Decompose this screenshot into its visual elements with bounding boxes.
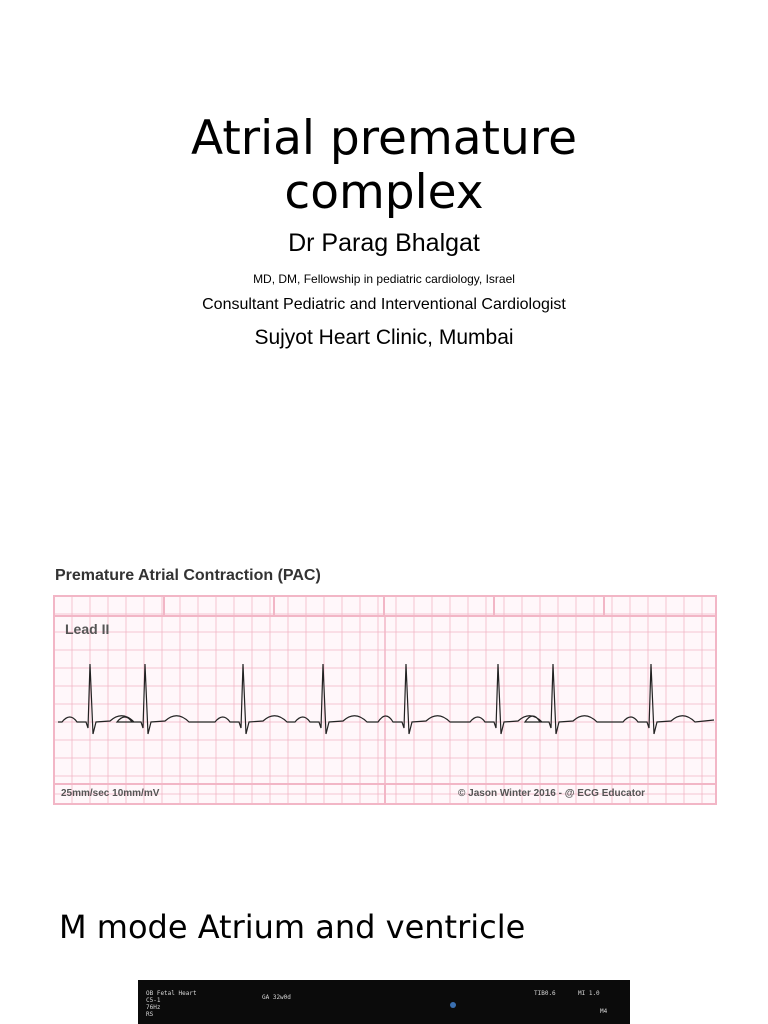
us-mi: MI 1.0 (578, 990, 600, 997)
us-info-line: C5-1 (146, 997, 161, 1004)
ecg-credit: © Jason Winter 2016 - @ ECG Educator (458, 788, 646, 799)
us-info-line: RS (146, 1011, 154, 1018)
us-marker-icon (450, 1002, 456, 1008)
us-info-line: 76Hz (146, 1004, 161, 1011)
ecg-speed-label: 25mm/sec 10mm/mV (61, 788, 160, 799)
slide-title-line2: complex (284, 165, 484, 220)
us-info (146, 990, 197, 1018)
ecg-strip (53, 595, 717, 805)
author-qualifications: MD, DM, Fellowship in pediatric cardiology, Israel (253, 272, 515, 286)
slide-title (0, 112, 768, 220)
ecg-title: Premature Atrial Contraction (PAC) (55, 567, 321, 584)
ecg-lead-label: Lead II (65, 621, 110, 637)
us-info-line: OB Fetal Heart (146, 990, 197, 997)
section-heading: M mode Atrium and ventricle (59, 908, 526, 946)
author-clinic: Sujyot Heart Clinic, Mumbai (254, 326, 514, 349)
us-side: M4 (600, 1008, 608, 1015)
us-tib: TIB0.6 (534, 990, 556, 997)
author-role: Consultant Pediatric and Interventional Cardiologist (202, 296, 566, 313)
ultrasound-image (138, 980, 630, 1024)
us-ga: GA 32w0d (262, 994, 291, 1001)
author-name: Dr Parag Bhalgat (288, 229, 480, 257)
ecg-figure (53, 565, 717, 805)
slide-title-line1: Atrial premature (191, 111, 577, 166)
